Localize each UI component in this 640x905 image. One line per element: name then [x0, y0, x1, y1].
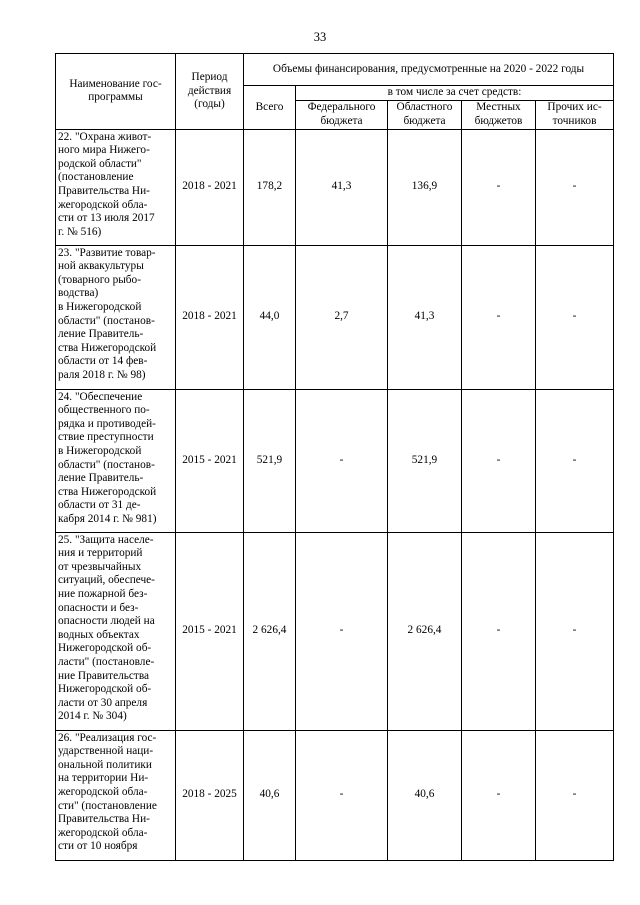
header-federal-col: Федерального бюджета — [296, 100, 388, 129]
header-volumes-title: Объемы финансирования, предусмотренные на 2020 - 2022 годы — [244, 54, 614, 86]
total-cell: 2 626,4 — [244, 532, 296, 730]
table-row — [56, 129, 614, 245]
program-name-line: области от 31 де- — [58, 499, 141, 512]
program-name — [56, 129, 176, 245]
header-period-col: Период действия (годы) — [176, 54, 244, 130]
other-cell: - — [536, 389, 614, 532]
period-cell: 2018 - 2021 — [176, 129, 244, 245]
program-name-line: водства) — [58, 287, 99, 300]
federal-cell: 41,3 — [296, 129, 388, 245]
program-name-line: сти от 13 июля 2017 — [58, 212, 155, 225]
federal-cell: - — [296, 730, 388, 860]
other-cell: - — [536, 129, 614, 245]
program-name-line: на территории Ни- — [58, 772, 149, 785]
other-cell: - — [536, 730, 614, 860]
regional-cell: 521,9 — [388, 389, 462, 532]
program-name-line: ния и территорий — [58, 547, 143, 560]
program-name-line: 2014 г. № 304) — [58, 710, 127, 723]
header-regional-col: Областного бюджета — [388, 100, 462, 129]
total-cell: 44,0 — [244, 245, 296, 389]
regional-cell: 41,3 — [388, 245, 462, 389]
program-name-line: 23. "Развитие товар- — [58, 246, 156, 259]
program-name-line: водных объектах — [58, 628, 140, 641]
federal-cell: 2,7 — [296, 245, 388, 389]
financing-table — [55, 53, 614, 861]
table-row — [56, 532, 614, 730]
local-cell: - — [462, 245, 536, 389]
header-including-title: в том числе за счет средств: — [296, 86, 614, 101]
program-name-line: жегородской обла- — [58, 785, 148, 798]
program-name-line: ление Правитель- — [58, 328, 144, 341]
program-name-line: сти" (постановление — [58, 799, 157, 812]
total-cell: 521,9 — [244, 389, 296, 532]
table-row — [56, 245, 614, 389]
local-cell: - — [462, 730, 536, 860]
program-name-line: ние пожарной без- — [58, 587, 148, 600]
program-name — [56, 532, 176, 730]
other-cell: - — [536, 245, 614, 389]
program-name-line: жегородской обла- — [58, 826, 148, 839]
program-name-line: 22. "Охрана живот- — [58, 130, 152, 143]
program-name-line: области от 14 фев- — [58, 355, 148, 368]
program-name-line: 24. "Обеспечение — [58, 390, 143, 403]
total-cell: 178,2 — [244, 129, 296, 245]
program-name-line: ударственной наци- — [58, 745, 154, 758]
program-name-line: ние Правительства — [58, 669, 150, 682]
program-name-line: Правительства Ни- — [58, 184, 150, 197]
program-name — [56, 245, 176, 389]
period-cell: 2015 - 2021 — [176, 532, 244, 730]
program-name-line: (постановление — [58, 171, 134, 184]
header-other-col: Прочих ис-точников — [536, 100, 614, 129]
program-name-line: родской области" — [58, 157, 142, 170]
program-name-line: рядка и противодей- — [58, 417, 156, 430]
other-cell: - — [536, 532, 614, 730]
program-name-line: области" (постанов- — [58, 458, 155, 471]
federal-cell: - — [296, 389, 388, 532]
program-name — [56, 389, 176, 532]
page-number: 33 — [313, 30, 327, 44]
table-row — [56, 730, 614, 860]
regional-cell: 136,9 — [388, 129, 462, 245]
program-name-line: ление Правитель- — [58, 472, 144, 485]
program-name-line: от чрезвычайных — [58, 560, 142, 573]
period-cell: 2015 - 2021 — [176, 389, 244, 532]
program-name-line: г. № 516) — [58, 225, 102, 238]
program-name-line: сти от 10 ноября — [58, 840, 138, 853]
program-name-line: опасности и без- — [58, 601, 139, 614]
period-cell: 2018 - 2025 — [176, 730, 244, 860]
local-cell: - — [462, 532, 536, 730]
program-name-line: ональной политики — [58, 758, 152, 771]
program-name-line: кабря 2014 г. № 981) — [58, 512, 157, 525]
program-name-line: ной аквакультуры — [58, 260, 144, 273]
program-name-line: Нижегородской об- — [58, 683, 152, 696]
program-name-line: ства Нижегородской — [58, 485, 157, 498]
program-name-line: в Нижегородской — [58, 444, 142, 457]
program-name-line: ства Нижегородской — [58, 341, 157, 354]
program-name-line: ласти" (постановле- — [58, 655, 155, 668]
program-name-line: раля 2018 г. № 98) — [58, 368, 146, 381]
program-name-line: опасности людей на — [58, 615, 155, 628]
program-name-line: Правительства Ни- — [58, 813, 150, 826]
local-cell: - — [462, 389, 536, 532]
regional-cell: 2 626,4 — [388, 532, 462, 730]
federal-cell: - — [296, 532, 388, 730]
header-total-col: Всего — [244, 86, 296, 130]
program-name-line: 25. "Защита населе- — [58, 533, 154, 546]
program-name-line: 26. "Реализация гос- — [58, 731, 157, 744]
program-name-line: (товарного рыбо- — [58, 273, 141, 286]
header-name-col: Наименование гос-программы — [56, 54, 176, 130]
program-name-line: ласти от 30 апреля — [58, 696, 148, 709]
program-name-line: Нижегородской об- — [58, 642, 152, 655]
program-name — [56, 730, 176, 860]
program-name-line: ситуаций, обеспече- — [58, 574, 155, 587]
header-local-col: Местных бюджетов — [462, 100, 536, 129]
regional-cell: 40,6 — [388, 730, 462, 860]
program-name-line: области" (постанов- — [58, 314, 155, 327]
total-cell: 40,6 — [244, 730, 296, 860]
period-cell: 2018 - 2021 — [176, 245, 244, 389]
local-cell: - — [462, 129, 536, 245]
program-name-line: в Нижегородской — [58, 300, 142, 313]
program-name-line: общественного по- — [58, 404, 150, 417]
program-name-line: жегородской обла- — [58, 198, 148, 211]
program-name-line: ного мира Нижего- — [58, 144, 150, 157]
table-row — [56, 389, 614, 532]
program-name-line: ствие преступности — [58, 431, 154, 444]
